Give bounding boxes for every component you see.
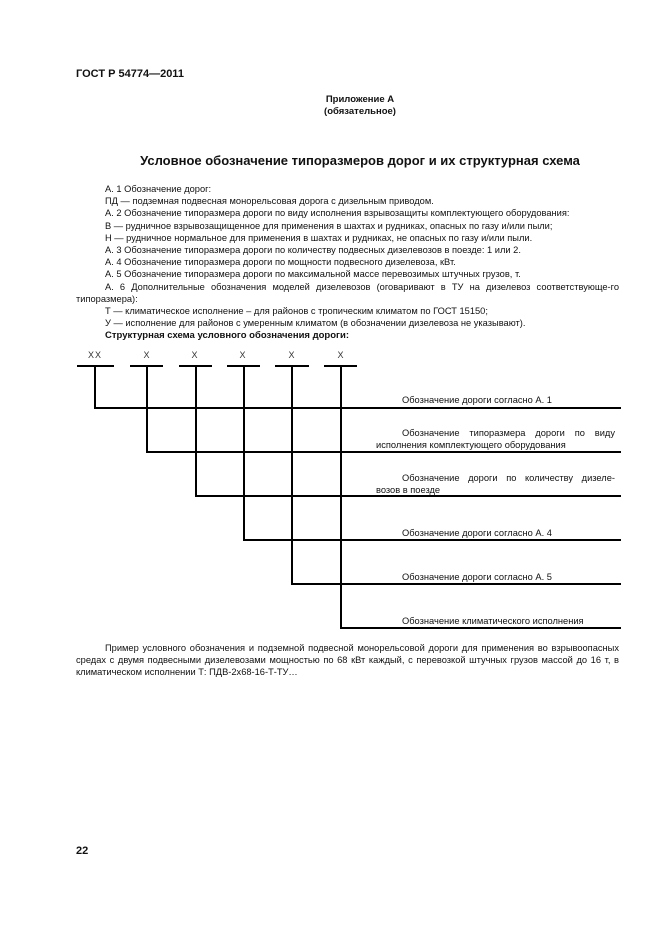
scheme-label: Обозначение дороги согласно А. 4 — [402, 528, 552, 538]
connector-line — [291, 366, 293, 585]
scheme-title: Структурная схема условного обозначения дороги: — [105, 330, 349, 341]
appendix-title: Приложение А — [325, 94, 395, 105]
scheme-label: Обозначение типоразмера дороги по виду исполнения комплектующего оборудования — [376, 428, 615, 450]
scheme-label: Обозначение дороги по количеству дизеле-возов в поезде — [376, 473, 615, 495]
leader-line — [146, 451, 621, 453]
position-label: X — [143, 350, 151, 360]
paragraph: Н — рудничное нормальное для применения в шахтах и рудниках, не опасных по газу и/или пыли. — [105, 232, 533, 243]
position-label: X — [337, 350, 345, 360]
definitions-text — [76, 183, 619, 329]
appendix-heading — [260, 94, 460, 118]
paragraph: У — исполнение для районов с умеренным климатом (в обозначении дизелевоза не указывают). — [105, 318, 526, 329]
position-bar — [77, 365, 114, 367]
paragraph: А. 4 Обозначение типоразмера дороги по мощности подвесного дизелевоза, кВт. — [105, 257, 456, 268]
example-paragraph: Пример условного обозначения и подземной подвесной монорельсовой дороги для применения во взрывоопасных средах с двумя подвесными дизелевозами мощностью по 68 кВт каждый, с перевозкой штучных грузов массой до 16 т, в климатическом исполнении Т: ПДВ-2х68-16-Т-ТУ… — [76, 643, 619, 678]
connector-line — [340, 366, 342, 629]
leader-line — [94, 407, 621, 409]
connector-line — [146, 366, 148, 453]
scheme-label: Обозначение дороги согласно А. 5 — [402, 572, 552, 582]
connector-line — [94, 366, 96, 409]
document-code: ГОСТ Р 54774—2011 — [76, 68, 184, 80]
position-label: XX — [87, 350, 102, 360]
page-number: 22 — [76, 845, 89, 857]
page-title: Условное обозначение типоразмеров дорог и их структурная схема — [140, 153, 580, 168]
paragraph: Т — климатическое исполнение – для районов с тропическим климатом по ГОСТ 15150; — [105, 306, 488, 317]
paragraph: А. 5 Обозначение типоразмера дороги по максимальной массе перевозимых штучных грузов, т. — [105, 269, 521, 280]
position-label: X — [288, 350, 296, 360]
paragraph: В — рудничное взрывозащищенное для применения в шахтах и рудниках, опасных по газу и/или пыли; — [105, 220, 553, 231]
paragraph: ПД — подземная подвесная монорельсовая дорога с дизельным приводом. — [105, 196, 434, 207]
paragraph: А. 2 Обозначение типоразмера дороги по виду исполнения взрывозащиты комплектующего оборудования: — [105, 208, 570, 219]
connector-line — [243, 366, 245, 541]
appendix-status: (обязательное) — [324, 106, 396, 117]
position-label: X — [239, 350, 247, 360]
paragraph: А. 1 Обозначение дорог: — [105, 184, 212, 194]
connector-line — [195, 366, 197, 497]
scheme-label: Обозначение дороги согласно А. 1 — [402, 395, 552, 405]
paragraph: А. 6 Дополнительные обозначения моделей дизелевозов (оговаривают в ТУ на дизелевоз соответствующе-го типоразмера): — [76, 281, 619, 304]
position-label: X — [191, 350, 199, 360]
scheme-label: Обозначение климатического исполнения — [402, 616, 584, 626]
paragraph: А. 3 Обозначение типоразмера дороги по количеству подвесных дизелевозов в поезде: 1 или 2. — [105, 245, 521, 256]
